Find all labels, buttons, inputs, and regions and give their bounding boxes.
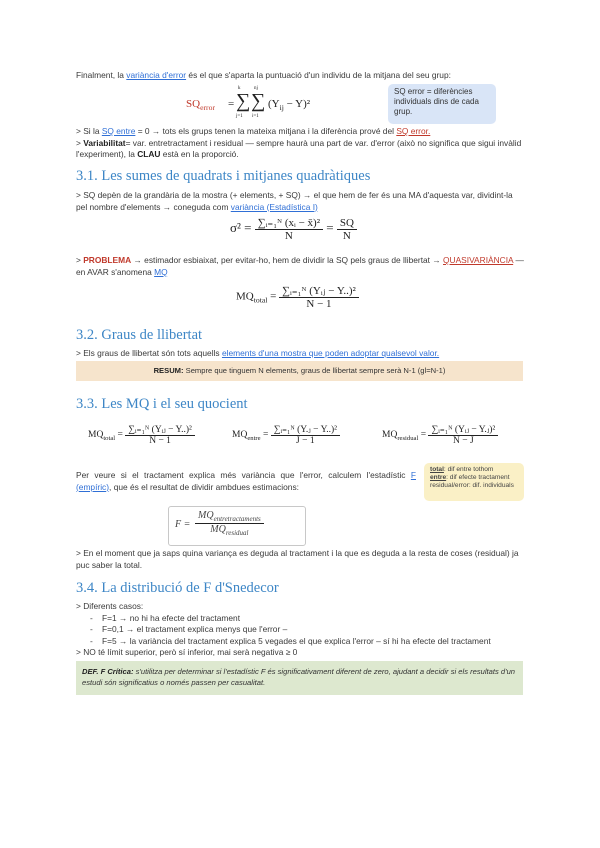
sec33-p1-post: , que és el resultat de dividir ambdues estimacions: xyxy=(109,481,299,492)
sq-entre-paragraph xyxy=(76,126,526,161)
f-ratio-den-sub: residual xyxy=(225,529,249,537)
f1-eq: = xyxy=(117,430,123,441)
f-ratio-den xyxy=(207,524,251,537)
def-text: s'utilitza per determinar si l'estadístic F és significativament diferent de zero, ajudant a decidir si els resultats d'un estudi són significatius o només passen per casualitat. xyxy=(82,667,516,687)
p1-line1-mid: = 0 → tots els grups tenen la mateixa mitjana i la diferència prové del xyxy=(135,126,397,136)
intro-text-end: és el que s'aparta la puntuació d'un individu de la mitjana del seu grup: xyxy=(186,70,451,80)
problema-label: PROBLEMA xyxy=(83,255,132,265)
sq-error-lhs-label: SQ xyxy=(186,98,201,110)
resum-label: RESUM: xyxy=(153,366,184,375)
variance-num: ∑ᵢ₌₁ᴺ (xᵢ − x̄)² xyxy=(255,216,323,230)
sq-error-lhs-sub: error xyxy=(200,103,215,113)
list-item: - F=1 → no hi ha efecte del tractament xyxy=(76,613,526,625)
f-ratio-lhs: F = xyxy=(175,519,191,530)
f1-frac xyxy=(125,424,195,446)
f3-den: N − J xyxy=(453,436,474,446)
variance-den: N xyxy=(284,230,293,242)
f2-eq: = xyxy=(262,430,269,441)
sec32-text: > Els graus de llibertat són tots aquells xyxy=(76,348,222,358)
f1-den: N − 1 xyxy=(149,436,171,446)
variance-eq2: = xyxy=(326,219,334,235)
f2-den: J − 1 xyxy=(296,436,315,446)
elements-mostra-link[interactable]: elements d'una mostra que poden adoptar qualsevol valor. xyxy=(221,348,440,358)
sum-outer-top: k xyxy=(238,86,241,91)
variance-den2: N xyxy=(342,229,351,242)
p1-line1-pre: > Si la xyxy=(76,126,102,136)
sq-error-body-close: )² xyxy=(303,98,311,110)
sec33-p1-text: Per veure si el tractament explica més variància que l'error, calculem l'estadístic xyxy=(76,470,411,480)
sum-inner-icon: ∑ xyxy=(251,90,266,112)
legend-total-key: total xyxy=(430,466,444,473)
sec31-paragraph-1 xyxy=(76,190,526,213)
f2-num: ∑ᵢ₌₁ᴺ (Y.ⱼ − Y..)² xyxy=(271,424,340,436)
clau-bold: CLAU xyxy=(137,149,161,159)
section-3-4-title: 3.4. La distribució de F d'Snedecor xyxy=(76,580,279,596)
quasivariancia-link[interactable]: QUASIVARIÀNCIA xyxy=(443,255,514,265)
sec31-p2-prefix: > xyxy=(76,255,84,265)
limit-note: > NO té límit superior, però sí inferior, mai serà negativa ≥ 0 xyxy=(76,647,298,657)
f1-sub: total xyxy=(103,435,116,443)
sec33-paragraph-1 xyxy=(76,470,416,493)
mq-legend-callout xyxy=(424,463,524,501)
mq-total-sub: total xyxy=(253,295,268,305)
sec31-paragraph-2 xyxy=(76,255,526,278)
def-f-critica-box xyxy=(76,661,523,695)
resum-text: Sempre que tinguem N elements, graus de llibertat sempre serà N-1 (gl=N-1) xyxy=(183,366,446,375)
p1-line2-end: està en la proporció. xyxy=(160,149,239,159)
section-3-1-title: 3.1. Les sumes de quadrats i mitjanes quadràtiques xyxy=(76,168,371,184)
mq-total-lhs: MQ xyxy=(236,290,254,303)
sq-error-callout: SQ error = diferències individuals dins de cada grup. xyxy=(388,84,496,124)
mq-total-formula xyxy=(236,284,359,310)
sec31-p2-mid: → estimador esbiaixat, per evitar-ho, hem de dividir la SQ pels graus de llibertat → xyxy=(131,255,444,265)
f-empiric-link[interactable]: F (empíric) xyxy=(76,470,416,492)
sq-error-lhs xyxy=(186,98,215,112)
sum-inner-top: nj xyxy=(254,86,258,91)
sum-inner-bot: i=1 xyxy=(252,114,259,119)
legend-entre-key: entre xyxy=(430,474,447,482)
f3-frac xyxy=(428,424,498,446)
sec33-paragraph-2: > En el moment que ja saps quina variança es deguda al tractament i la que es deguda a la resta de coses (residual) ja puc saber la total. xyxy=(76,548,519,570)
variancia-error-link[interactable]: variància d'error xyxy=(126,70,187,80)
mq-residual-formula xyxy=(382,424,498,446)
mq-total-num: ∑ᵢ₌₁ᴺ (Yᵢⱼ − Y..)² xyxy=(279,284,359,298)
variance-frac-1 xyxy=(255,216,323,242)
mq-total-den: N − 1 xyxy=(306,298,332,310)
mq-total-frac xyxy=(279,284,359,310)
f-ratio-num-mq: MQ xyxy=(198,510,214,521)
sec32-paragraph xyxy=(76,348,526,360)
def-label: DEF. F Crítica: xyxy=(82,667,134,676)
p1-line2-prefix: > xyxy=(76,137,84,148)
list-item: - F=5 → la variància del tractament explica 5 vegades el que explica l'error – sí hi ha efecte del tractament xyxy=(76,636,526,648)
variancia-estadistica-link[interactable]: variància (Estadística I) xyxy=(230,201,318,212)
mq-total-formula-2 xyxy=(88,424,195,446)
f-ratio-den-mq: MQ xyxy=(210,524,226,535)
f-ratio-frac xyxy=(195,510,264,537)
sec31-p2-mid2: — en AVAR s'anomena xyxy=(76,255,524,277)
p1-line2-rest: = var. entretractament i residual — sempre haurà una part de var. d'error (això no significa que sigui invàlid l'experiment), la xyxy=(76,137,522,159)
resum-box xyxy=(76,361,523,381)
legend-residual: residual/error: dif. individuals xyxy=(430,482,514,490)
mq-entre-formula xyxy=(232,424,340,446)
f3-eq: = xyxy=(420,430,427,441)
legend-total-text: : dif entre tothom xyxy=(443,466,494,473)
sq-error-body-mid: − Y xyxy=(283,98,304,110)
legend-entre xyxy=(430,474,518,482)
diferents-casos: > Diferents casos: xyxy=(76,601,144,611)
sq-error-link[interactable]: SQ error. xyxy=(396,126,431,136)
sq-error-body-sub: ij xyxy=(279,103,284,113)
variance-lhs: σ² = xyxy=(230,219,252,235)
sum-outer-bot: j=1 xyxy=(236,114,243,119)
list-item: - F=0,1 → el tractament explica menys que l'error – xyxy=(76,624,526,636)
f3-num: ∑ᵢ₌₁ᴺ (Yᵢⱼ − Y.ⱼ)² xyxy=(428,424,498,436)
f1-num: ∑ᵢ₌₁ᴺ (Yᵢⱼ − Y..)² xyxy=(125,424,195,436)
f2-lhs: MQ xyxy=(232,430,248,441)
f-ratio-num-sub: entretractaments xyxy=(213,515,261,523)
mq-total-eq: = xyxy=(270,290,277,303)
variance-num2: SQ xyxy=(337,217,357,230)
sec34-content xyxy=(76,601,526,659)
f1-lhs: MQ xyxy=(88,430,104,441)
intro-paragraph xyxy=(76,70,536,82)
cases-list xyxy=(76,613,526,648)
sq-error-body-open: (Y xyxy=(268,98,280,110)
section-3-2-title: 3.2. Graus de llibertat xyxy=(76,327,203,343)
f3-lhs: MQ xyxy=(382,430,398,441)
f-ratio-num xyxy=(195,510,264,524)
sec31-p1-text: > SQ depèn de la grandària de la mostra (+ elements, + SQ) → el que hem de fer és una MA d'aquesta var, dividint-la pel nombre d'elements → coneguda com xyxy=(76,190,513,212)
mq-link[interactable]: MQ xyxy=(154,266,168,277)
f-ratio-box xyxy=(168,506,306,546)
f2-sub: entre xyxy=(247,435,261,443)
sq-error-body xyxy=(268,98,310,112)
variabilitat-bold: Variabilitat xyxy=(83,137,126,148)
legend-entre-text: : dif efecte tractament xyxy=(446,474,510,482)
variance-formula xyxy=(230,216,357,242)
sq-error-eq: = xyxy=(228,98,235,110)
intro-text: Finalment, la xyxy=(76,70,127,80)
variance-frac-2 xyxy=(337,217,357,242)
sq-entre-link[interactable]: SQ entre xyxy=(101,126,136,136)
f2-frac xyxy=(271,424,340,446)
f3-sub: residual xyxy=(397,435,419,443)
sum-outer-icon: ∑ xyxy=(236,90,251,112)
legend-total xyxy=(430,466,518,474)
section-3-3-title: 3.3. Les MQ i el seu quocient xyxy=(76,396,248,412)
